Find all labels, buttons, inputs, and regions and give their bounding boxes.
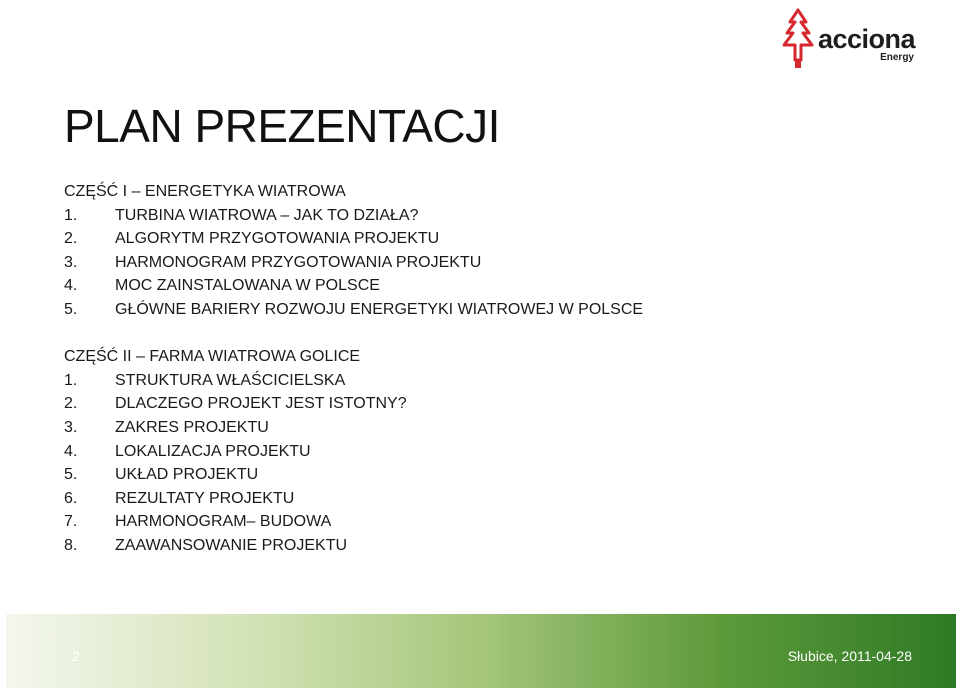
item-text: TURBINA WIATROWA – JAK TO DZIAŁA? <box>115 206 419 224</box>
item-number: 1. <box>64 371 78 389</box>
item-text: DLACZEGO PROJEKT JEST ISTOTNY? <box>115 395 407 413</box>
item-number: 4. <box>64 277 78 295</box>
section-spacer <box>64 322 904 346</box>
item-number: 2. <box>64 230 78 248</box>
list-item <box>64 487 904 511</box>
list-item <box>64 251 904 275</box>
item-text: STRUKTURA WŁAŚCICIELSKA <box>115 371 346 389</box>
logo-subtext: Energy <box>880 52 914 63</box>
part2-heading: CZĘŚĆ II – FARMA WIATROWA GOLICE <box>64 348 361 366</box>
item-number: 6. <box>64 489 78 507</box>
item-number: 8. <box>64 536 78 554</box>
item-number: 2. <box>64 395 78 413</box>
agenda <box>64 180 904 558</box>
tree-logo-icon <box>780 8 816 70</box>
place-date: Słubice, 2011-04-28 <box>787 648 912 664</box>
item-number: 5. <box>64 466 78 484</box>
slide-title: PLAN PREZENTACJI <box>64 100 500 152</box>
part1-heading: CZĘŚĆ I – ENERGETYKA WIATROWA <box>64 183 346 200</box>
list-item <box>64 440 904 464</box>
acciona-logo <box>780 8 930 72</box>
list-item <box>64 463 904 487</box>
item-text: MOC ZAINSTALOWANA W POLSCE <box>115 277 380 295</box>
item-text: ALGORYTM PRZYGOTOWANIA PROJEKTU <box>115 230 440 248</box>
list-item <box>64 534 904 558</box>
item-text: UKŁAD PROJEKTU <box>115 466 259 484</box>
list-item <box>64 274 904 298</box>
item-text: ZAKRES PROJEKTU <box>115 418 269 436</box>
item-text: GŁÓWNE BARIERY ROZWOJU ENERGETYKI WIATROWEJ W POLSCE <box>115 300 644 318</box>
item-number: 3. <box>64 253 78 271</box>
page-number: 2 <box>72 648 80 664</box>
item-text: HARMONOGRAM– BUDOWA <box>115 513 332 531</box>
item-text: ZAAWANSOWANIE PROJEKTU <box>115 536 348 554</box>
item-number: 7. <box>64 513 78 531</box>
list-item <box>64 204 904 228</box>
list-item <box>64 416 904 440</box>
item-number: 1. <box>64 206 78 224</box>
logo-wordmark: acciona <box>818 24 916 54</box>
list-item <box>64 227 904 251</box>
item-text: REZULTATY PROJEKTU <box>115 489 295 507</box>
item-text: HARMONOGRAM PRZYGOTOWANIA PROJEKTU <box>115 253 482 271</box>
part2-list <box>64 369 904 558</box>
part1-list <box>64 204 904 322</box>
list-item <box>64 392 904 416</box>
item-text: LOKALIZACJA PROJEKTU <box>115 442 311 460</box>
item-number: 3. <box>64 418 78 436</box>
item-number: 4. <box>64 442 78 460</box>
footer-bar <box>6 614 956 688</box>
list-item <box>64 510 904 534</box>
list-item <box>64 298 904 322</box>
list-item <box>64 369 904 393</box>
item-number: 5. <box>64 300 78 318</box>
